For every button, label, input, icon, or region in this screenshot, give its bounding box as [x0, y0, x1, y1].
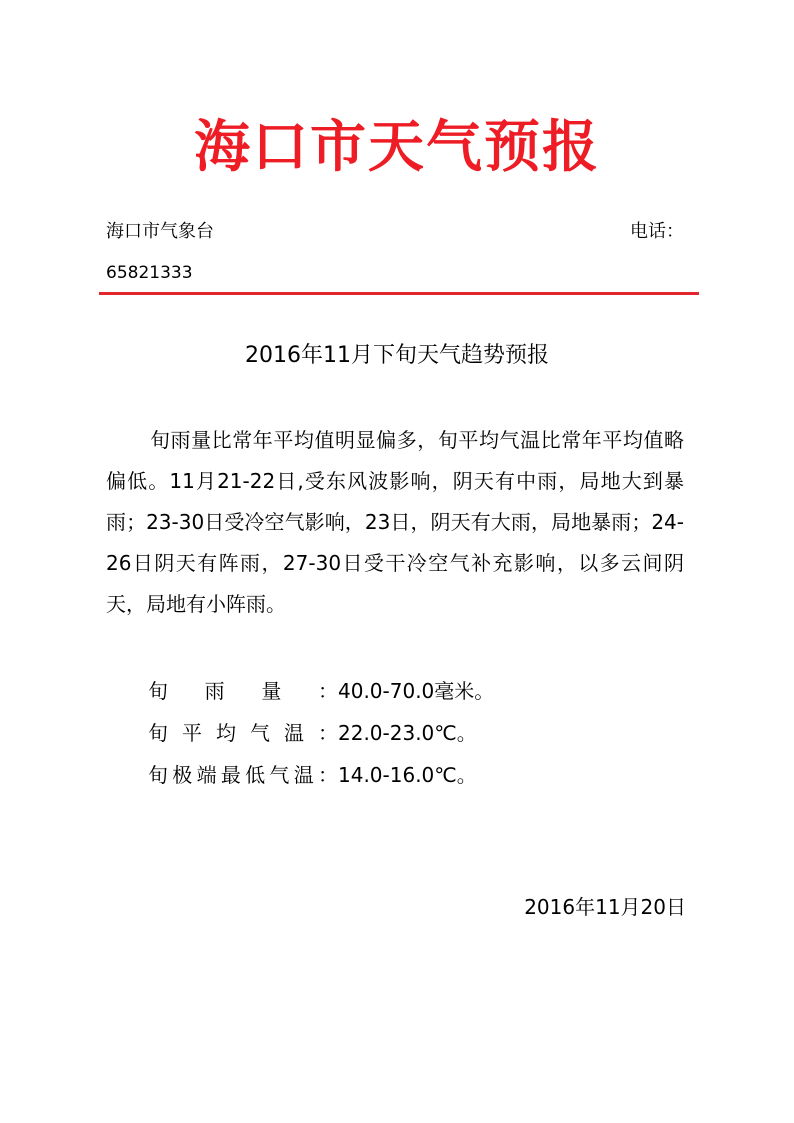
issuer-name: 海口市气象台 [106, 221, 214, 242]
issuer-line [106, 218, 684, 246]
stat-row-rainfall [148, 672, 668, 714]
forecast-stats [148, 672, 668, 798]
stat-row-min-temp [148, 756, 668, 798]
stat-value: 22.0-23.0℃。 [338, 721, 477, 745]
document-title: 2016年11月下旬天气趋势预报 [245, 343, 549, 368]
phone-label: 电话： [630, 221, 684, 242]
stat-value: 14.0-16.0℃。 [338, 763, 477, 787]
stat-label: 旬雨量： [148, 679, 338, 703]
stat-row-avg-temp [148, 714, 668, 756]
red-divider [99, 292, 699, 295]
phone-number: 65821333 [106, 263, 193, 283]
issue-date: 2016年11月20日 [524, 895, 686, 919]
forecast-paragraph: 旬雨量比常年平均值明显偏多，旬平均气温比常年平均值略偏低。11月21-22日,受东风波影响，阴天有中雨，局地大到暴雨；23-30日受冷空气影响，23日，阴天有大雨，局地暴雨；24-26日阴天有阵雨，27-30日受干冷空气补充影响，以多云间阴天，局地有小阵雨。 [106, 428, 684, 616]
stat-label: 旬极端最低气温： [148, 763, 338, 787]
stat-label: 旬平均气温： [148, 721, 338, 745]
stat-value: 40.0-70.0毫米。 [338, 679, 495, 703]
masthead-title: 海口市天气预报 [194, 115, 600, 180]
